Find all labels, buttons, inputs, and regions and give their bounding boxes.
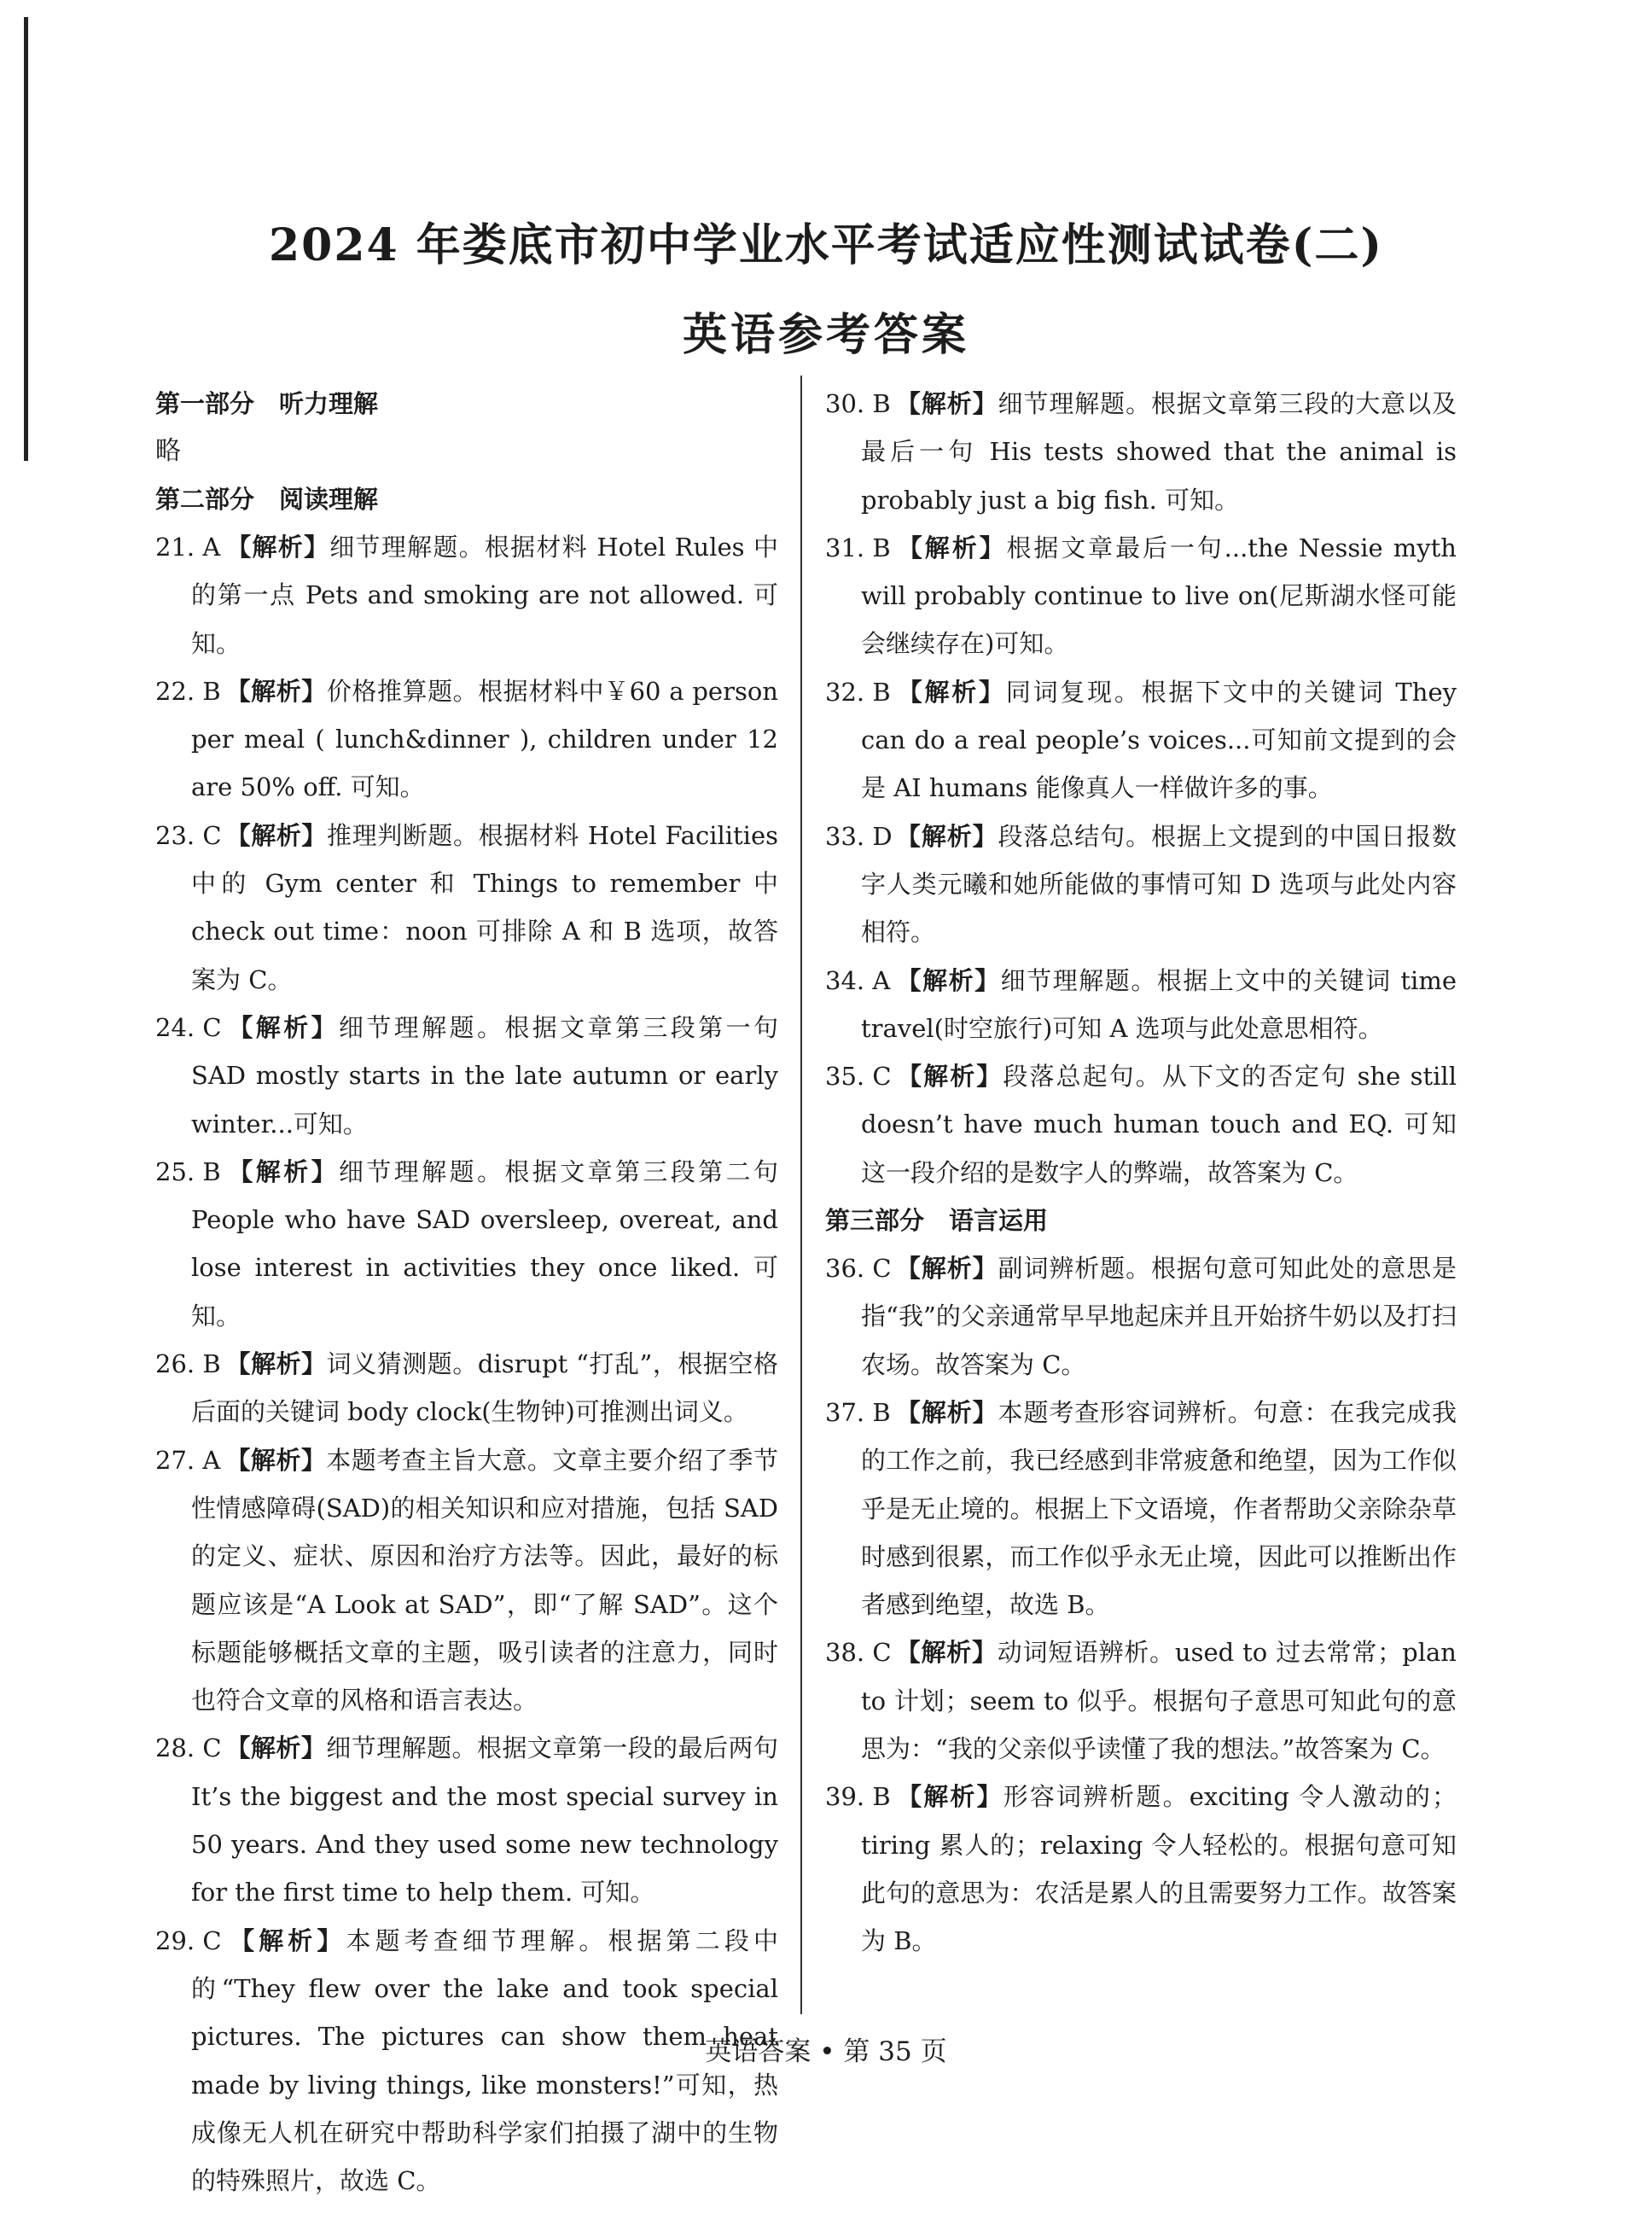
answer-item [825, 1773, 1457, 1965]
answer-item [155, 1004, 778, 1148]
analysis-text: 细节理解题。根据材料 Hotel Rules 中的第一点 Pets and smoking are not allowed. 可知。 [191, 533, 778, 658]
analysis-tag: 【解析】 [895, 1062, 1003, 1092]
analysis-text: 价格推算题。根据材料中￥60 a person per meal ( lunch&dinner ), children under 12 are 50% off. 可知。 [191, 676, 778, 802]
answer-item [825, 1628, 1457, 1773]
analysis-tag: 【解析】 [225, 1733, 327, 1763]
answer-item [155, 523, 778, 667]
analysis-text: 推理判断题。根据材料 Hotel Facilities 中的 Gym center 和 Things to remember 中 check out time：noon 可排除 A 和 B 选项，故答案为 C。 [191, 820, 778, 994]
answer-number: 31. B [825, 533, 891, 562]
answer-item [155, 1724, 778, 1916]
left-answer-list [155, 523, 778, 2205]
analysis-tag: 【解析】 [225, 1156, 339, 1186]
analysis-tag: 【解析】 [225, 676, 327, 706]
page-footer: 英语答案 • 第 35 页 [705, 2036, 947, 2067]
answer-key-title: 英语参考答案 [682, 309, 969, 361]
title-block [0, 209, 1652, 363]
right-answer-list-a [825, 380, 1457, 1197]
answer-item [825, 668, 1457, 813]
answer-item [155, 1436, 778, 1725]
analysis-tag: 【解析】 [895, 677, 1006, 707]
analysis-tag: 【解析】 [225, 1925, 346, 1955]
answer-item [825, 1244, 1457, 1389]
right-answer-list-b [825, 1244, 1457, 1965]
analysis-tag: 【解析】 [895, 965, 1001, 995]
analysis-tag: 【解析】 [895, 1397, 998, 1427]
analysis-tag: 【解析】 [895, 1638, 998, 1668]
analysis-text: 段落总起句。从下文的否定句 she still doesn’t have much human touch and EQ. 可知这一段介绍的是数字人的弊端，故答案为 C。 [861, 1062, 1457, 1187]
answer-number: 27. A [155, 1445, 221, 1475]
analysis-tag: 【解析】 [225, 820, 328, 850]
part2-heading: 第二部分 阅读理解 [155, 485, 379, 514]
answer-number: 22. B [155, 676, 221, 706]
answer-number: 39. B [825, 1782, 891, 1812]
answer-number: 30. B [825, 389, 891, 418]
analysis-text: 副词辨析题。根据句意可知此处的意思是指“我”的父亲通常早早地起床并且开始挤牛奶以及打扫农场。故答案为 C。 [861, 1254, 1457, 1379]
answer-number: 33. D [825, 821, 893, 851]
analysis-text: 细节理解题。根据文章第三段的大意以及最后一句 His tests showed that the animal is probably just a big fish. 可知。 [861, 389, 1457, 515]
answer-number: 29. C [155, 1925, 222, 1955]
answer-number: 28. C [155, 1733, 222, 1763]
answer-number: 26. B [155, 1349, 221, 1379]
analysis-text: 本题考查主旨大意。文章主要介绍了季节性情感障碍(SAD)的相关知识和应对措施，包括 SAD 的定义、症状、原因和治疗方法等。因此，最好的标题应该是“A Look at SAD”，即“了解 SAD”。这个标题能够概括文章的主题，吸引读者的注意力，同时也符合文章的风格和语言表达。 [191, 1445, 778, 1715]
analysis-tag: 【解析】 [225, 1445, 327, 1475]
analysis-tag: 【解析】 [895, 389, 998, 418]
column-divider [800, 376, 802, 2014]
part1-heading: 第一部分 听力理解 [155, 389, 379, 418]
answer-number: 32. B [825, 677, 891, 707]
answer-item [155, 812, 778, 1004]
answer-item [155, 1148, 778, 1340]
analysis-text: 同词复现。根据下文中的关键词 They can do a real people’s voices...可知前文提到的会是 AI humans 能像真人一样做许多的事。 [861, 677, 1457, 803]
analysis-text: 细节理解题。根据文章第三段第二句 People who have SAD oversleep, overeat, and lose interest in activities they once liked. 可知。 [191, 1156, 778, 1331]
analysis-text: 根据文章最后一句...the Nessie myth will probably continue to live on(尼斯湖水怪可能会继续存在)可知。 [861, 533, 1457, 659]
analysis-tag: 【解析】 [225, 1012, 339, 1042]
analysis-text: 形容词辨析题。exciting 令人激动的；tiring 累人的；relaxing 令人轻松的。根据句意可知此句的意思为：农活是累人的且需要努力工作。故答案为 B。 [861, 1782, 1457, 1956]
analysis-text: 本题考查形容词辨析。句意：在我完成我的工作之前，我已经感到非常疲惫和绝望，因为工作似乎是无止境的。根据上下文语境，作者帮助父亲除杂草时感到很累，而工作似乎永无止境，因此可以推断出作者感到绝望，故选 B。 [861, 1397, 1457, 1620]
answer-number: 24. C [155, 1012, 222, 1042]
answer-number: 23. C [155, 820, 222, 850]
part1-note: 略 [155, 436, 181, 466]
answer-item [825, 1389, 1457, 1628]
exam-title: 2024 年娄底市初中学业水平考试适应性测试试卷(二) [268, 219, 1384, 271]
answer-item [825, 957, 1457, 1053]
answer-number: 36. C [825, 1254, 892, 1284]
analysis-text: 细节理解题。根据文章第一段的最后两句 It’s the biggest and the most special survey in 50 years. And they used some new technology for the first time to help them. 可知。 [191, 1733, 778, 1908]
right-column [825, 380, 1457, 1966]
analysis-text: 段落总结句。根据上文提到的中国日报数字人类元曦和她所能做的事情可知 D 选项与此处内容相符。 [861, 821, 1457, 947]
left-column [155, 380, 778, 2205]
answer-item [825, 813, 1457, 957]
answer-item [825, 524, 1457, 668]
answer-number: 38. C [825, 1638, 892, 1668]
answer-item [155, 1340, 778, 1436]
analysis-text: 细节理解题。根据文章第三段第一句 SAD mostly starts in the late autumn or early winter...可知。 [191, 1012, 778, 1139]
analysis-text: 本题考查细节理解。根据第二段中的“They flew over the lake and took special pictures. The pictures can show them heat made by living things, like monsters!”可知，热成像无人机在研究中帮助科学家们拍摄了湖中的生物的特殊照片，故选 C。 [191, 1925, 778, 2196]
analysis-text: 细节理解题。根据上文中的关键词 time travel(时空旅行)可知 A 选项与此处意思相符。 [861, 965, 1457, 1043]
answer-number: 37. B [825, 1397, 891, 1427]
answer-number: 35. C [825, 1062, 892, 1092]
analysis-tag: 【解析】 [895, 1782, 1003, 1812]
answer-number: 25. B [155, 1156, 221, 1186]
answer-item [825, 380, 1457, 524]
answer-item [825, 1052, 1457, 1197]
analysis-text: 动词短语辨析。used to 过去常常；plan to 计划；seem to 似乎。根据句子意思可知此句的意思为：“我的父亲似乎读懂了我的想法。”故答案为 C。 [861, 1638, 1457, 1764]
answer-item [155, 667, 778, 812]
analysis-tag: 【解析】 [225, 533, 330, 562]
analysis-tag: 【解析】 [895, 533, 1007, 562]
answer-number: 21. A [155, 533, 221, 562]
analysis-tag: 【解析】 [895, 821, 998, 851]
analysis-tag: 【解析】 [895, 1254, 998, 1284]
answer-number: 34. A [825, 965, 891, 995]
analysis-text: 词义猜测题。disrupt “打乱”，根据空格后面的关键词 body clock(生物钟)可推测出词义。 [191, 1349, 778, 1427]
analysis-tag: 【解析】 [225, 1349, 327, 1379]
part3-heading: 第三部分 语言运用 [825, 1206, 1049, 1236]
